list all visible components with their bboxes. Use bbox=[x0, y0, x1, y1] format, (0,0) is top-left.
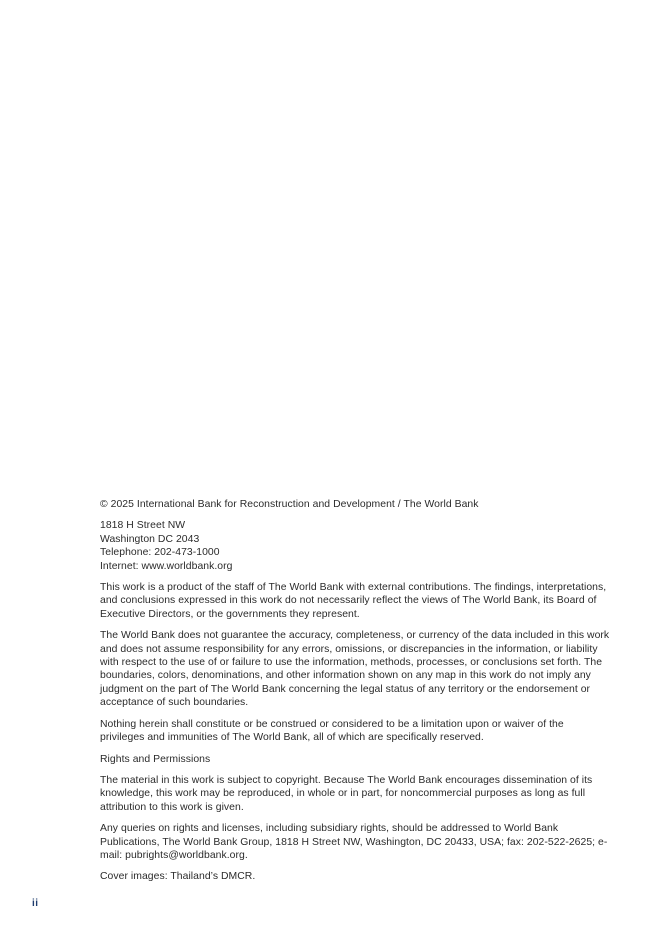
privileges-disclaimer: Nothing herein shall constitute or be construed or considered to be a limitation upon or waiver of the privileges and immunities of The World Bank, all of which are specifically reserved. bbox=[100, 718, 564, 744]
copyright-material: The material in this work is subject to copyright. Because The World Bank encourages dissemination of its knowledge, this work may be reproduced, in whole or in part, for noncommercial purposes as long as full attribution to this work is given. bbox=[100, 774, 593, 813]
cover-credit: Cover images: Thailand’s DMCR. bbox=[100, 871, 256, 883]
rights-heading: Rights and Permissions bbox=[100, 753, 211, 765]
rights-queries: Any queries on rights and licenses, including subsidiary rights, should be addressed to World Bank Publications, The World Bank Group, 1818 H Street NW, Washington, DC 20433, USA; fax: 202-522-2625; e-mail: pubrights@worldbank.org. bbox=[100, 823, 608, 861]
address-city: Washington DC 2043 bbox=[100, 533, 200, 545]
copyright-page-text bbox=[100, 498, 610, 892]
address-street: 1818 H Street NW bbox=[100, 520, 186, 532]
copyright-notice: © 2025 International Bank for Reconstruction and Development / The World Bank bbox=[100, 499, 479, 510]
page-number: ii bbox=[32, 898, 39, 909]
product-disclaimer: This work is a product of the staff of The World Bank with external contributions. The findings, interpretations, and conclusions expressed in this work do not necessarily reflect the views of The World Bank, its Board of Executive Directors, or the governments they represent. bbox=[100, 582, 607, 620]
accuracy-disclaimer: The World Bank does not guarantee the accuracy, completeness, or currency of the data included in this work and does not assume responsibility for any errors, omissions, or discrepancies in the information, or liability with respect to the use of or failure to use the information, methods, processes, or conclusions set forth. The boundaries, colors, denominations, and other information shown on any map in this work do not imply any judgment on the part of The World Bank concerning the legal status of any territory or the endorsement or acceptance of such boundaries. bbox=[100, 630, 610, 709]
address-telephone: Telephone: 202-473-1000 bbox=[100, 547, 220, 559]
address-internet: Internet: www.worldbank.org bbox=[100, 560, 233, 572]
address-block bbox=[100, 519, 610, 573]
